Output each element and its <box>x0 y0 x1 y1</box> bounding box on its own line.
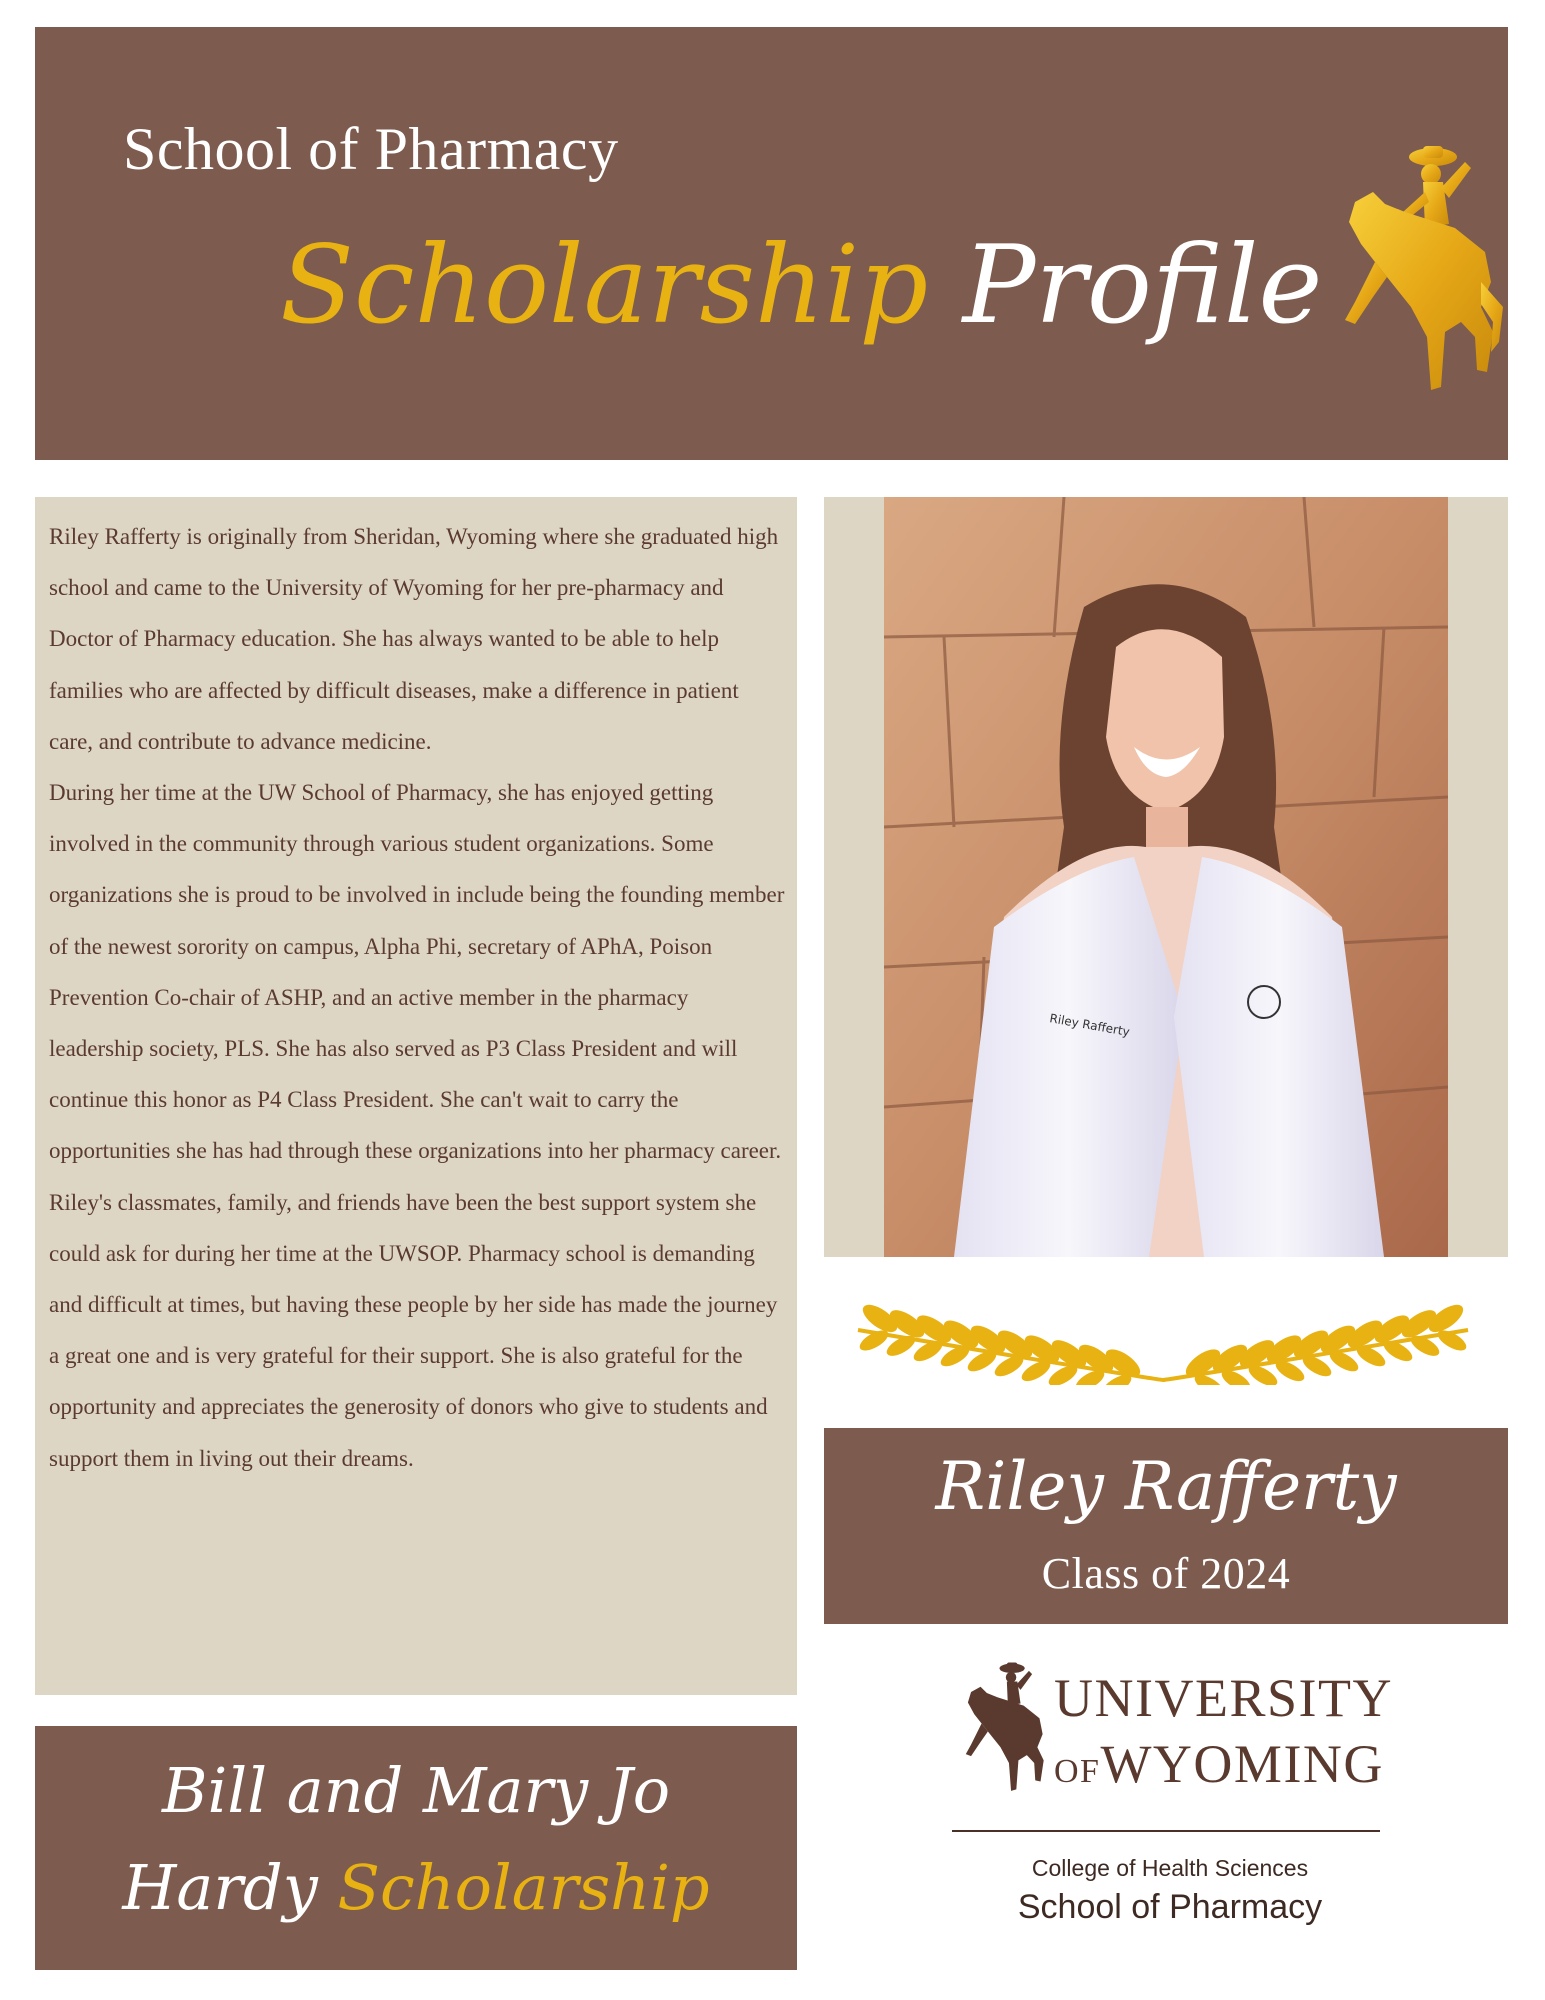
coat-name-embroidery: Riley Rafferty <box>1048 1011 1131 1040</box>
school-name: School of Pharmacy <box>123 116 619 182</box>
bio-paragraph-1: Riley Rafferty is originally from Sheridan, Wyoming where she graduated high school and came to the University of Wyoming for her pre-pharmacy and Doctor of Pharmacy education. She has always wanted to be able to help families who are affected by difficult diseases, make a difference in patient care, and contribute to advance medicine. <box>49 524 779 754</box>
logo-university: UNIVERSITY <box>1054 1668 1393 1728</box>
title-profile: Profile <box>962 223 1323 348</box>
university-logo <box>950 1645 1393 1975</box>
class-year: Class of 2024 <box>1041 1549 1291 1598</box>
bio-paragraph-3: Riley's classmates, family, and friends have been the best support system she could ask for during her time at the UWSOP. Pharmacy school is demanding and difficult at times, but having these people by her side has made the journey a great one and is very grateful for their support. She is also grateful for the opportunity and appreciates the generosity of donors who give to students and support them in living out their dreams. <box>49 1189 778 1471</box>
bucking-horse-icon <box>1315 132 1505 407</box>
bucking-horse-logo-icon <box>950 1645 1050 1810</box>
bio-paragraph-2: During her time at the UW School of Pharmacy, she has enjoyed getting involved in the community through various student organizations. Some organizations she is proud to be involved in include being the founding member of the newest sorority on campus, Alpha Phi, secretary of APhA, Poison Prevention Co-chair of ASHP, and an active member in the pharmacy leadership society, PLS. She has also served as P3 Class President and will continue this honor as P4 Class President. She can't wait to carry the opportunities she has had through these organizations into her pharmacy career. <box>49 780 785 1164</box>
photo-frame <box>824 497 1508 1257</box>
logo-divider <box>952 1830 1380 1832</box>
logo-wyoming: WYOMING <box>1100 1734 1384 1794</box>
title-scholarship: Scholarship <box>280 223 929 348</box>
logo-school: School of Pharmacy <box>1017 1888 1323 1926</box>
page-title <box>280 223 1323 348</box>
student-name-panel <box>824 1428 1508 1624</box>
laurel-ornament-icon <box>838 1285 1488 1385</box>
scholarship-hardy: Hardy <box>122 1851 318 1924</box>
header-banner <box>35 27 1508 460</box>
scholarship-line-2 <box>35 1851 797 1924</box>
student-photo <box>884 497 1448 1257</box>
logo-college: College of Health Sciences <box>1031 1855 1309 1881</box>
student-name: Riley Rafferty <box>935 1448 1397 1525</box>
scholarship-word: Scholarship <box>337 1851 710 1924</box>
scholarship-name-panel <box>35 1726 797 1970</box>
scholarship-line-1: Bill and Mary Jo <box>161 1754 671 1827</box>
bio-panel <box>35 497 797 1695</box>
logo-of-wyoming <box>1054 1733 1384 1795</box>
logo-of: OF <box>1054 1753 1101 1790</box>
